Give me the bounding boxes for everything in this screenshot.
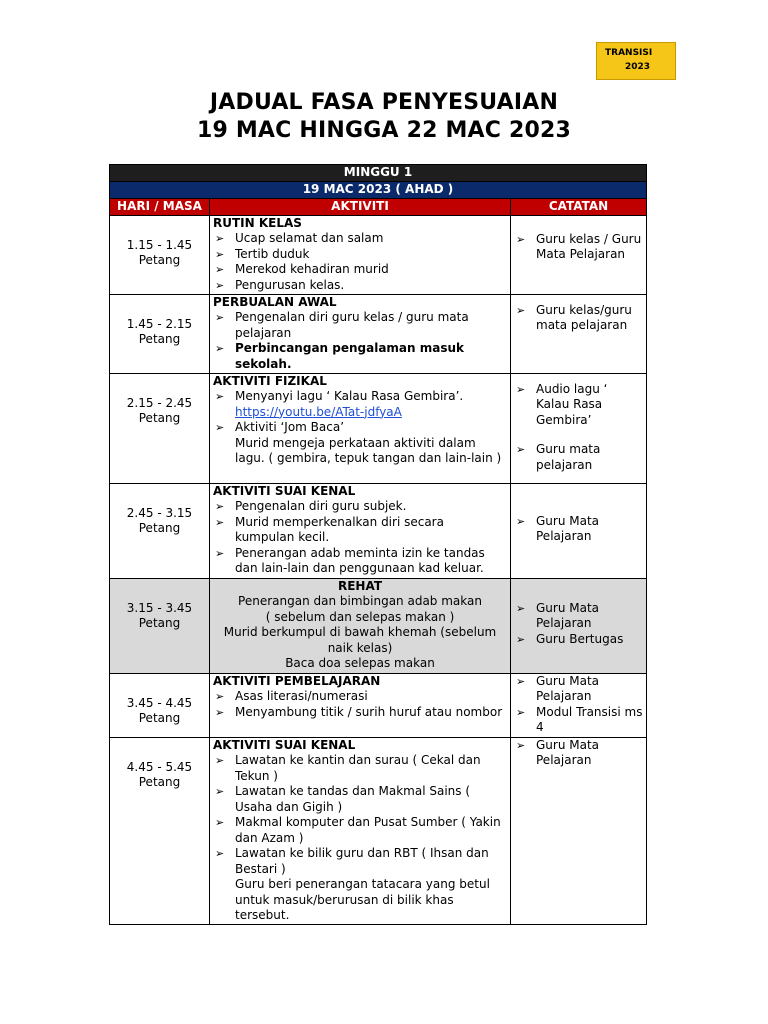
time-period: Petang xyxy=(138,616,181,630)
activity-cell xyxy=(210,737,511,924)
activity-cell xyxy=(210,215,511,294)
time-range: 3.45 - 4.45 xyxy=(126,695,193,710)
notes-cell xyxy=(511,373,647,483)
date-header: 19 MAC 2023 ( AHAD ) xyxy=(110,182,647,199)
notes-cell xyxy=(511,215,647,294)
table-row xyxy=(110,294,647,373)
time-period: Petang xyxy=(138,411,181,425)
notes-cell xyxy=(511,578,647,673)
note-item: ➢ Guru Mata Pelajaran xyxy=(514,514,643,545)
activity-item: ➢ Perbincangan pengalaman masuk sekolah. xyxy=(213,341,507,372)
date-header-row xyxy=(110,182,647,199)
time-cell xyxy=(110,673,210,737)
time-period: Petang xyxy=(138,332,181,346)
rehat-line: Penerangan dan bimbingan adab makan xyxy=(238,594,482,608)
note-item: ➢ Guru kelas/guru mata pelajaran xyxy=(514,303,643,334)
time-cell xyxy=(110,483,210,578)
col-header-time: HARI / MASA xyxy=(110,199,210,216)
time-range: 2.15 - 2.45 xyxy=(126,395,193,410)
activity-heading: AKTIVITI SUAI KENAL xyxy=(213,483,356,498)
activity-item xyxy=(213,389,507,420)
time-range: 1.15 - 1.45 xyxy=(126,237,193,252)
col-header-activity: AKTIVITI xyxy=(210,199,511,216)
notes-cell xyxy=(511,737,647,924)
notes-cell xyxy=(511,483,647,578)
time-cell xyxy=(110,737,210,924)
notes-cell xyxy=(511,673,647,737)
rehat-line: Baca doa selepas makan xyxy=(285,656,435,670)
activity-item: ➢ Murid memperkenalkan diri secara kumpulan kecil. xyxy=(213,515,507,546)
activity-item: ➢ Asas literasi/numerasi xyxy=(213,689,507,705)
activity-heading: RUTIN KELAS xyxy=(213,215,302,230)
activity-item: ➢ Merekod kehadiran murid xyxy=(213,262,507,278)
activity-heading: AKTIVITI FIZIKAL xyxy=(213,373,327,388)
time-range: 3.15 - 3.45 xyxy=(126,600,193,615)
activity-item: ➢ Makmal komputer dan Pusat Sumber ( Yakin dan Azam ) xyxy=(213,815,507,846)
activity-item: ➢ Lawatan ke bilik guru dan RBT ( Ihsan dan Bestari ) xyxy=(213,846,507,877)
rehat-line: ( sebelum dan selepas makan ) xyxy=(265,609,455,624)
youtube-link[interactable]: https://youtu.be/ATat-jdfyaA xyxy=(235,404,402,419)
table-row xyxy=(110,673,647,737)
time-period: Petang xyxy=(138,521,181,535)
table-row xyxy=(110,373,647,483)
activity-cell xyxy=(210,483,511,578)
time-cell xyxy=(110,215,210,294)
activity-heading: PERBUALAN AWAL xyxy=(213,294,337,309)
col-header-notes: CATATAN xyxy=(511,199,647,216)
time-period: Petang xyxy=(138,253,181,267)
activity-item: ➢ Tertib duduk xyxy=(213,247,507,263)
note-item: ➢ Guru Bertugas xyxy=(514,632,643,648)
table-row xyxy=(110,737,647,924)
time-cell xyxy=(110,294,210,373)
activity-item: ➢ Pengurusan kelas. xyxy=(213,278,507,294)
activity-cell xyxy=(210,373,511,483)
time-range: 1.45 - 2.15 xyxy=(126,316,193,331)
time-period: Petang xyxy=(138,775,181,789)
transisi-badge xyxy=(596,42,676,80)
note-item: ➢ Guru Mata Pelajaran xyxy=(514,738,643,769)
page-subtitle: 19 MAC HINGGA 22 MAC 2023 xyxy=(196,118,572,143)
activity-item-text: Menyanyi lagu ‘ Kalau Rasa Gembira’. xyxy=(235,389,464,403)
note-item: ➢ Audio lagu ‘ Kalau Rasa Gembira’ xyxy=(514,382,643,429)
activity-item: ➢ Lawatan ke tandas dan Makmal Sains ( Usaha dan Gigih ) xyxy=(213,784,507,815)
page-title: JADUAL FASA PENYESUAIAN xyxy=(209,90,559,115)
activity-heading: AKTIVITI PEMBELAJARAN xyxy=(213,673,381,688)
time-cell xyxy=(110,373,210,483)
badge-line-1: TRANSISI xyxy=(605,48,653,58)
rehat-heading: REHAT xyxy=(337,578,383,593)
activity-heading: AKTIVITI SUAI KENAL xyxy=(213,737,356,752)
activity-item: ➢ Ucap selamat dan salam xyxy=(213,231,507,247)
schedule-table xyxy=(109,164,647,925)
note-item: ➢ Guru mata pelajaran xyxy=(514,442,643,473)
week-header-row xyxy=(110,165,647,182)
note-item: ➢ Modul Transisi ms 4 xyxy=(514,705,643,736)
table-row xyxy=(110,578,647,673)
activity-item: ➢ Pengenalan diri guru subjek. xyxy=(213,499,507,515)
activity-item: ➢ Lawatan ke kantin dan surau ( Cekal dan Tekun ) xyxy=(213,753,507,784)
table-row xyxy=(110,215,647,294)
notes-cell xyxy=(511,294,647,373)
activity-item: ➢ Menyambung titik / surih huruf atau nombor xyxy=(213,705,507,721)
table-row xyxy=(110,483,647,578)
activity-item: ➢ Pengenalan diri guru kelas / guru mata pelajaran xyxy=(213,310,507,341)
column-header-row xyxy=(110,199,647,216)
time-period: Petang xyxy=(138,711,181,725)
activity-cell xyxy=(210,578,511,673)
note-item: ➢ Guru Mata Pelajaran xyxy=(514,601,643,632)
activity-extra: Guru beri penerangan tatacara yang betul untuk masuk/berurusan di bilik khas tersebut. xyxy=(235,877,490,922)
time-range: 4.45 - 5.45 xyxy=(126,759,193,774)
activity-item: ➢ Penerangan adab meminta izin ke tandas dan lain-lain dan penggunaan kad keluar. xyxy=(213,546,507,577)
time-cell xyxy=(110,578,210,673)
note-item: ➢ Guru Mata Pelajaran xyxy=(514,674,643,705)
time-range: 2.45 - 3.15 xyxy=(126,505,193,520)
note-item: ➢ Guru kelas / Guru Mata Pelajaran xyxy=(514,232,643,263)
activity-extra: Murid mengeja perkataan aktiviti dalam lagu. ( gembira, tepuk tangan dan lain-lain ) xyxy=(235,435,502,465)
activity-cell xyxy=(210,294,511,373)
rehat-line: Murid berkumpul di bawah khemah (sebelum naik kelas) xyxy=(223,625,497,655)
week-header: MINGGU 1 xyxy=(110,165,647,182)
activity-cell xyxy=(210,673,511,737)
badge-line-2: 2023 xyxy=(625,62,651,72)
activity-item: ➢ Aktiviti ‘Jom Baca’ xyxy=(213,420,507,436)
